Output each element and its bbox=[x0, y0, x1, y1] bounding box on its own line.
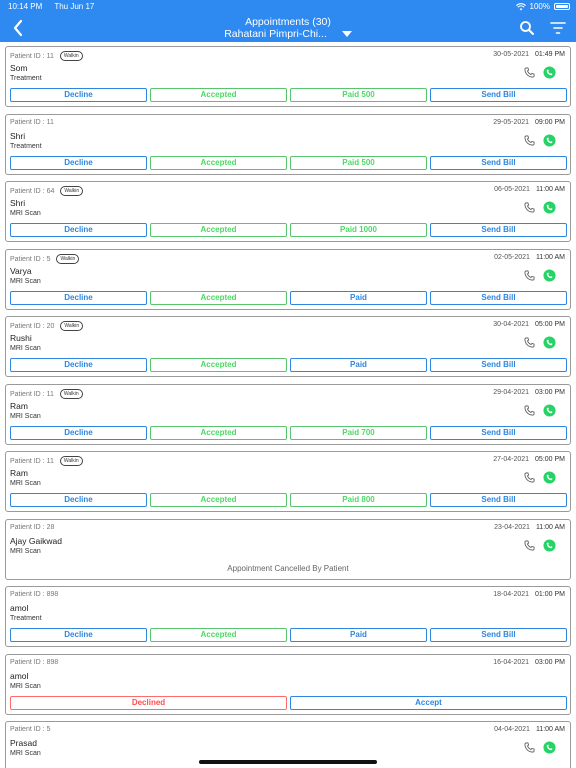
phone-icon[interactable] bbox=[524, 337, 535, 348]
patient-name: Shri bbox=[10, 198, 26, 208]
appointment-card[interactable] bbox=[5, 114, 571, 175]
patient-name: amol bbox=[10, 603, 29, 613]
whatsapp-icon[interactable] bbox=[543, 66, 556, 79]
appointment-type: Treatment bbox=[10, 75, 42, 82]
appointment-time: 11:00 AM bbox=[535, 523, 565, 531]
send-bill-button[interactable]: Send Bill bbox=[430, 156, 567, 170]
accepted-button[interactable]: Accepted bbox=[150, 426, 287, 440]
whatsapp-icon[interactable] bbox=[543, 741, 556, 754]
accepted-button[interactable]: Accepted bbox=[150, 358, 287, 372]
whatsapp-icon[interactable] bbox=[543, 269, 556, 282]
patient-id: Patient ID : 5 bbox=[10, 255, 51, 263]
appointment-list bbox=[5, 46, 571, 768]
whatsapp-icon[interactable] bbox=[543, 404, 556, 417]
decline-button[interactable]: Decline bbox=[10, 493, 147, 507]
phone-icon[interactable] bbox=[524, 540, 535, 551]
paid-button[interactable]: Paid bbox=[290, 628, 427, 642]
patient-name: Ram bbox=[10, 468, 28, 478]
patient-name: Ram bbox=[10, 400, 28, 411]
caret-down-icon bbox=[342, 31, 352, 37]
appointment-date: 18-04-2021 bbox=[493, 591, 530, 598]
patient-name: Som bbox=[10, 63, 28, 73]
patient-id: Patient ID : 28 bbox=[10, 523, 55, 531]
whatsapp-icon[interactable] bbox=[543, 471, 556, 484]
appointment-card[interactable] bbox=[5, 654, 571, 715]
appointment-type: MRI Scan bbox=[10, 210, 41, 217]
patient-id: Patient ID : 64 bbox=[10, 188, 55, 195]
accepted-button[interactable]: Accepted bbox=[150, 223, 287, 237]
decline-button[interactable]: Decline bbox=[10, 358, 147, 372]
patient-name: Prasad bbox=[10, 738, 37, 748]
appointment-date: 02-05-2021 bbox=[494, 253, 530, 261]
accepted-button[interactable]: Accepted bbox=[150, 88, 287, 102]
decline-button[interactable]: Decline bbox=[10, 628, 147, 642]
appointment-date: 06-05-2021 bbox=[494, 186, 530, 193]
send-bill-button[interactable]: Send Bill bbox=[430, 358, 567, 372]
appointment-date: 30-05-2021 bbox=[493, 51, 530, 58]
filter-button[interactable] bbox=[550, 21, 566, 35]
decline-button[interactable]: Decline bbox=[10, 291, 147, 305]
phone-icon[interactable] bbox=[524, 405, 535, 416]
patient-id: Patient ID : 898 bbox=[10, 658, 59, 666]
patient-id: Patient ID : 11 bbox=[10, 53, 54, 60]
declined-button[interactable]: Declined bbox=[10, 696, 287, 710]
phone-icon[interactable] bbox=[524, 67, 535, 78]
appointment-date: 16-04-2021 bbox=[493, 658, 530, 666]
walkin-badge: Walkin bbox=[60, 389, 83, 399]
walkin-badge: Walkin bbox=[60, 321, 83, 331]
decline-button[interactable]: Decline bbox=[10, 223, 147, 237]
phone-icon[interactable] bbox=[524, 202, 535, 213]
phone-icon[interactable] bbox=[524, 472, 535, 483]
appointment-card[interactable] bbox=[5, 46, 571, 107]
patient-id: Patient ID : 11 bbox=[10, 458, 54, 465]
appointment-time: 05:00 PM bbox=[535, 456, 565, 463]
accepted-button[interactable]: Accepted bbox=[150, 291, 287, 305]
appointment-type: MRI Scan bbox=[10, 345, 41, 352]
whatsapp-icon[interactable] bbox=[543, 134, 556, 147]
appointment-card[interactable] bbox=[5, 384, 571, 445]
appointment-date: 27-04-2021 bbox=[493, 456, 530, 463]
appointment-time: 03:00 PM bbox=[535, 388, 565, 396]
paid-button[interactable]: Paid 500 bbox=[290, 156, 427, 170]
decline-button[interactable]: Decline bbox=[10, 426, 147, 440]
battery-icon bbox=[554, 3, 570, 10]
appointment-type: MRI Scan bbox=[10, 547, 41, 555]
send-bill-button[interactable]: Send Bill bbox=[430, 291, 567, 305]
appointment-date: 29-05-2021 bbox=[493, 118, 530, 126]
appointment-time: 11:00 AM bbox=[535, 186, 565, 193]
search-icon bbox=[519, 20, 535, 36]
appointment-card[interactable] bbox=[5, 451, 571, 512]
patient-name: Rushi bbox=[10, 333, 32, 343]
appointment-time: 11:00 AM bbox=[535, 253, 565, 261]
phone-icon[interactable] bbox=[524, 135, 535, 146]
paid-button[interactable]: Paid 1000 bbox=[290, 223, 427, 237]
patient-name: Ajay Gaikwad bbox=[10, 535, 62, 546]
decline-button[interactable]: Decline bbox=[10, 156, 147, 170]
phone-icon[interactable] bbox=[524, 270, 535, 281]
search-button[interactable] bbox=[519, 20, 535, 36]
patient-id: Patient ID : 5 bbox=[10, 726, 51, 733]
send-bill-button[interactable]: Send Bill bbox=[430, 426, 567, 440]
appointment-time: 03:00 PM bbox=[535, 658, 565, 666]
walkin-badge: Walkin bbox=[60, 456, 83, 466]
status-time: 10:14 PM bbox=[8, 2, 43, 11]
patient-name: Varya bbox=[10, 265, 32, 276]
home-indicator[interactable] bbox=[199, 760, 377, 764]
send-bill-button[interactable]: Send Bill bbox=[430, 88, 567, 102]
nav-bar bbox=[0, 14, 576, 42]
decline-button[interactable]: Decline bbox=[10, 88, 147, 102]
walkin-badge: Walkin bbox=[60, 51, 83, 61]
patient-id: Patient ID : 20 bbox=[10, 323, 55, 330]
walkin-badge: Walkin bbox=[60, 186, 83, 196]
send-bill-button[interactable]: Send Bill bbox=[430, 628, 567, 642]
appointment-date: 30-04-2021 bbox=[493, 321, 530, 328]
send-bill-button[interactable]: Send Bill bbox=[430, 223, 567, 237]
filter-icon bbox=[550, 21, 566, 35]
paid-button[interactable]: Paid 700 bbox=[290, 426, 427, 440]
paid-button[interactable]: Paid 800 bbox=[290, 493, 427, 507]
paid-button[interactable]: Paid bbox=[290, 291, 427, 305]
patient-id: Patient ID : 11 bbox=[10, 390, 54, 398]
appointment-time: 01:49 PM bbox=[535, 51, 565, 58]
appointment-time: 11:00 AM bbox=[535, 726, 565, 733]
appointment-time: 05:00 PM bbox=[535, 321, 565, 328]
appointment-card[interactable] bbox=[5, 586, 571, 647]
battery-percent: 100% bbox=[529, 2, 550, 11]
appointment-type: MRI Scan bbox=[10, 412, 41, 420]
appointment-card[interactable] bbox=[5, 519, 571, 580]
appointment-time: 09:00 PM bbox=[535, 118, 565, 126]
location-label: Rahatani Pimpri-Chi... bbox=[224, 28, 327, 40]
wifi-icon bbox=[516, 3, 526, 11]
status-date: Thu Jun 17 bbox=[54, 2, 95, 11]
appointment-type: MRI Scan bbox=[10, 277, 41, 285]
patient-name: Shri bbox=[10, 130, 26, 141]
send-bill-button[interactable]: Send Bill bbox=[430, 493, 567, 507]
patient-id: Patient ID : 11 bbox=[10, 118, 54, 126]
page-title: Appointments (30) bbox=[245, 16, 331, 28]
phone-icon[interactable] bbox=[524, 742, 535, 753]
appointment-date: 04-04-2021 bbox=[494, 726, 530, 733]
appointment-type: Treatment bbox=[10, 142, 42, 150]
accepted-button[interactable]: Accepted bbox=[150, 156, 287, 170]
appointment-type: Treatment bbox=[10, 615, 42, 622]
status-bar bbox=[0, 0, 576, 14]
whatsapp-icon[interactable] bbox=[543, 539, 556, 552]
appointment-date: 23-04-2021 bbox=[494, 523, 530, 531]
appointment-card[interactable] bbox=[5, 316, 571, 377]
appointment-type: MRI Scan bbox=[10, 750, 41, 757]
appointment-type: MRI Scan bbox=[10, 480, 41, 487]
walkin-badge: Walkin bbox=[56, 254, 79, 264]
accepted-button[interactable]: Accepted bbox=[150, 493, 287, 507]
paid-button[interactable]: Paid bbox=[290, 358, 427, 372]
appointment-date: 29-04-2021 bbox=[493, 388, 530, 396]
patient-id: Patient ID : 898 bbox=[10, 591, 59, 598]
accepted-button[interactable]: Accepted bbox=[150, 628, 287, 642]
patient-name: amol bbox=[10, 670, 29, 681]
appointment-time: 01:00 PM bbox=[535, 591, 565, 598]
appointment-type: MRI Scan bbox=[10, 682, 41, 690]
location-selector[interactable] bbox=[224, 28, 352, 40]
cancelled-note: Appointment Cancelled By Patient bbox=[227, 563, 349, 573]
whatsapp-icon[interactable] bbox=[543, 336, 556, 349]
paid-button[interactable]: Paid 500 bbox=[290, 88, 427, 102]
whatsapp-icon[interactable] bbox=[543, 201, 556, 214]
appointment-card[interactable] bbox=[5, 181, 571, 242]
appointment-card[interactable] bbox=[5, 249, 571, 310]
accept-button[interactable]: Accept bbox=[290, 696, 567, 710]
